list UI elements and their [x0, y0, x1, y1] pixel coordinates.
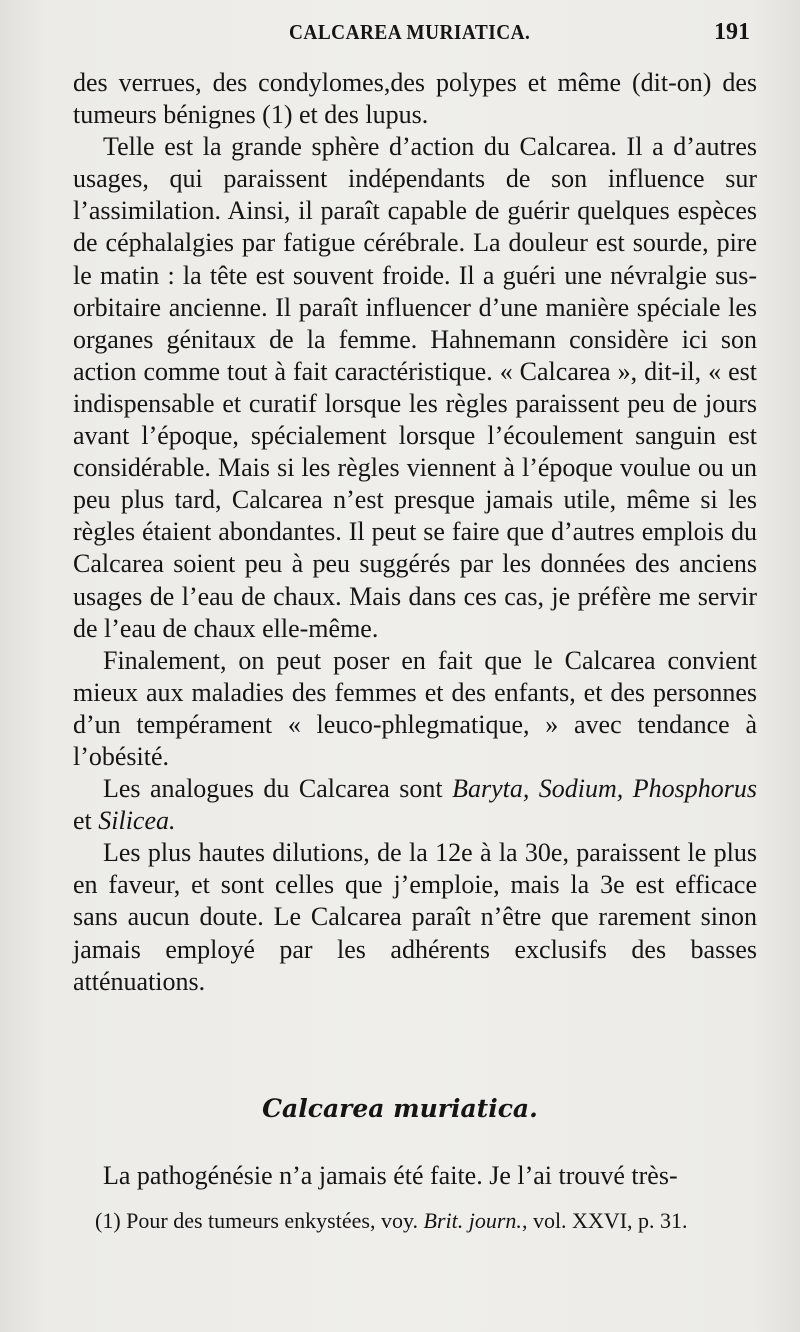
italic-text: Silicea. — [98, 806, 176, 836]
section-heading: Calcarea muriatica. — [262, 1094, 538, 1123]
footnote-italic: Brit. journ. — [423, 1208, 522, 1233]
italic-text: Baryta, Sodium, Phosphorus — [452, 774, 757, 804]
page-header — [0, 20, 800, 54]
text-run: Telle est la grande sphère d’action du Calcarea. Il a d’autres usages, qui paraissent indépendants de son influence sur l’assimilation. Ainsi, il paraît capable de guérir quelques espèces de céphalalgies par fatigue cérébrale. La douleur est sourde, pire le matin : la tête est souvent froide. Il a guéri une névralgie sus-orbitaire ancienne. Il paraît influencer d’une manière spéciale les organes génitaux de la femme. Hahnemann considère ici son action comme tout à fait caractéristique. « Calcarea », dit-il, « est indispensable et curatif lorsque les règles paraissent peu de jours avant l’époque, spécialement lorsque l’écoulement sanguin est considérable. Mais si les règles viennent à l’époque voulue ou un peu plus tard, Calcarea n’est presque jamais utile, même si les règles étaient abondantes. Il peut se faire que d’autres emplois du Calcarea soient peu à peu suggérés par les données des anciens usages de l’eau de chaux. Mais dans ces cas, je préfère me servir de l’eau de chaux elle-même. — [73, 132, 757, 643]
page-number: 191 — [714, 19, 750, 45]
footnote-marker: (1) — [95, 1208, 121, 1233]
footnote-text: , vol. XXVI, p. 31. — [521, 1208, 688, 1233]
paragraph — [73, 837, 757, 997]
paragraph — [73, 67, 757, 131]
text-run: Finalement, on peut poser en fait que le Calcarea convient mieux aux maladies des femmes et des enfants, et des personnes d’un tempérament « leuco-phlegmatique, » avec tendance à l’obésité. — [73, 645, 757, 771]
paragraph-after-heading: La pathogénésie n’a jamais été faite. Je l’ai trouvé très- — [103, 1161, 678, 1190]
paragraph — [73, 645, 757, 773]
paragraph — [73, 131, 757, 645]
text-run: des verrues, des condylomes,des polypes et même (dit-on) des tumeurs bénignes (1) et des lupus. — [73, 68, 757, 130]
footnote — [73, 1206, 757, 1235]
text-run: et — [73, 806, 99, 836]
body-text — [73, 67, 757, 998]
running-title: CALCAREA MURIATICA. — [289, 20, 531, 44]
footnote-text: Pour des tumeurs enkystées, voy. — [120, 1208, 424, 1233]
text-run: Les analogues du Calcarea sont — [103, 774, 453, 804]
paragraph — [73, 773, 757, 837]
text-run: Les plus hautes dilutions, de la 12e à la 30e, paraissent le plus en faveur, et sont celles que j’emploie, mais la 3e est efficace sans aucun doute. Le Calcarea paraît n’être que rarement sinon jamais employé par les adhérents exclusifs des basses atténuations. — [73, 838, 757, 996]
